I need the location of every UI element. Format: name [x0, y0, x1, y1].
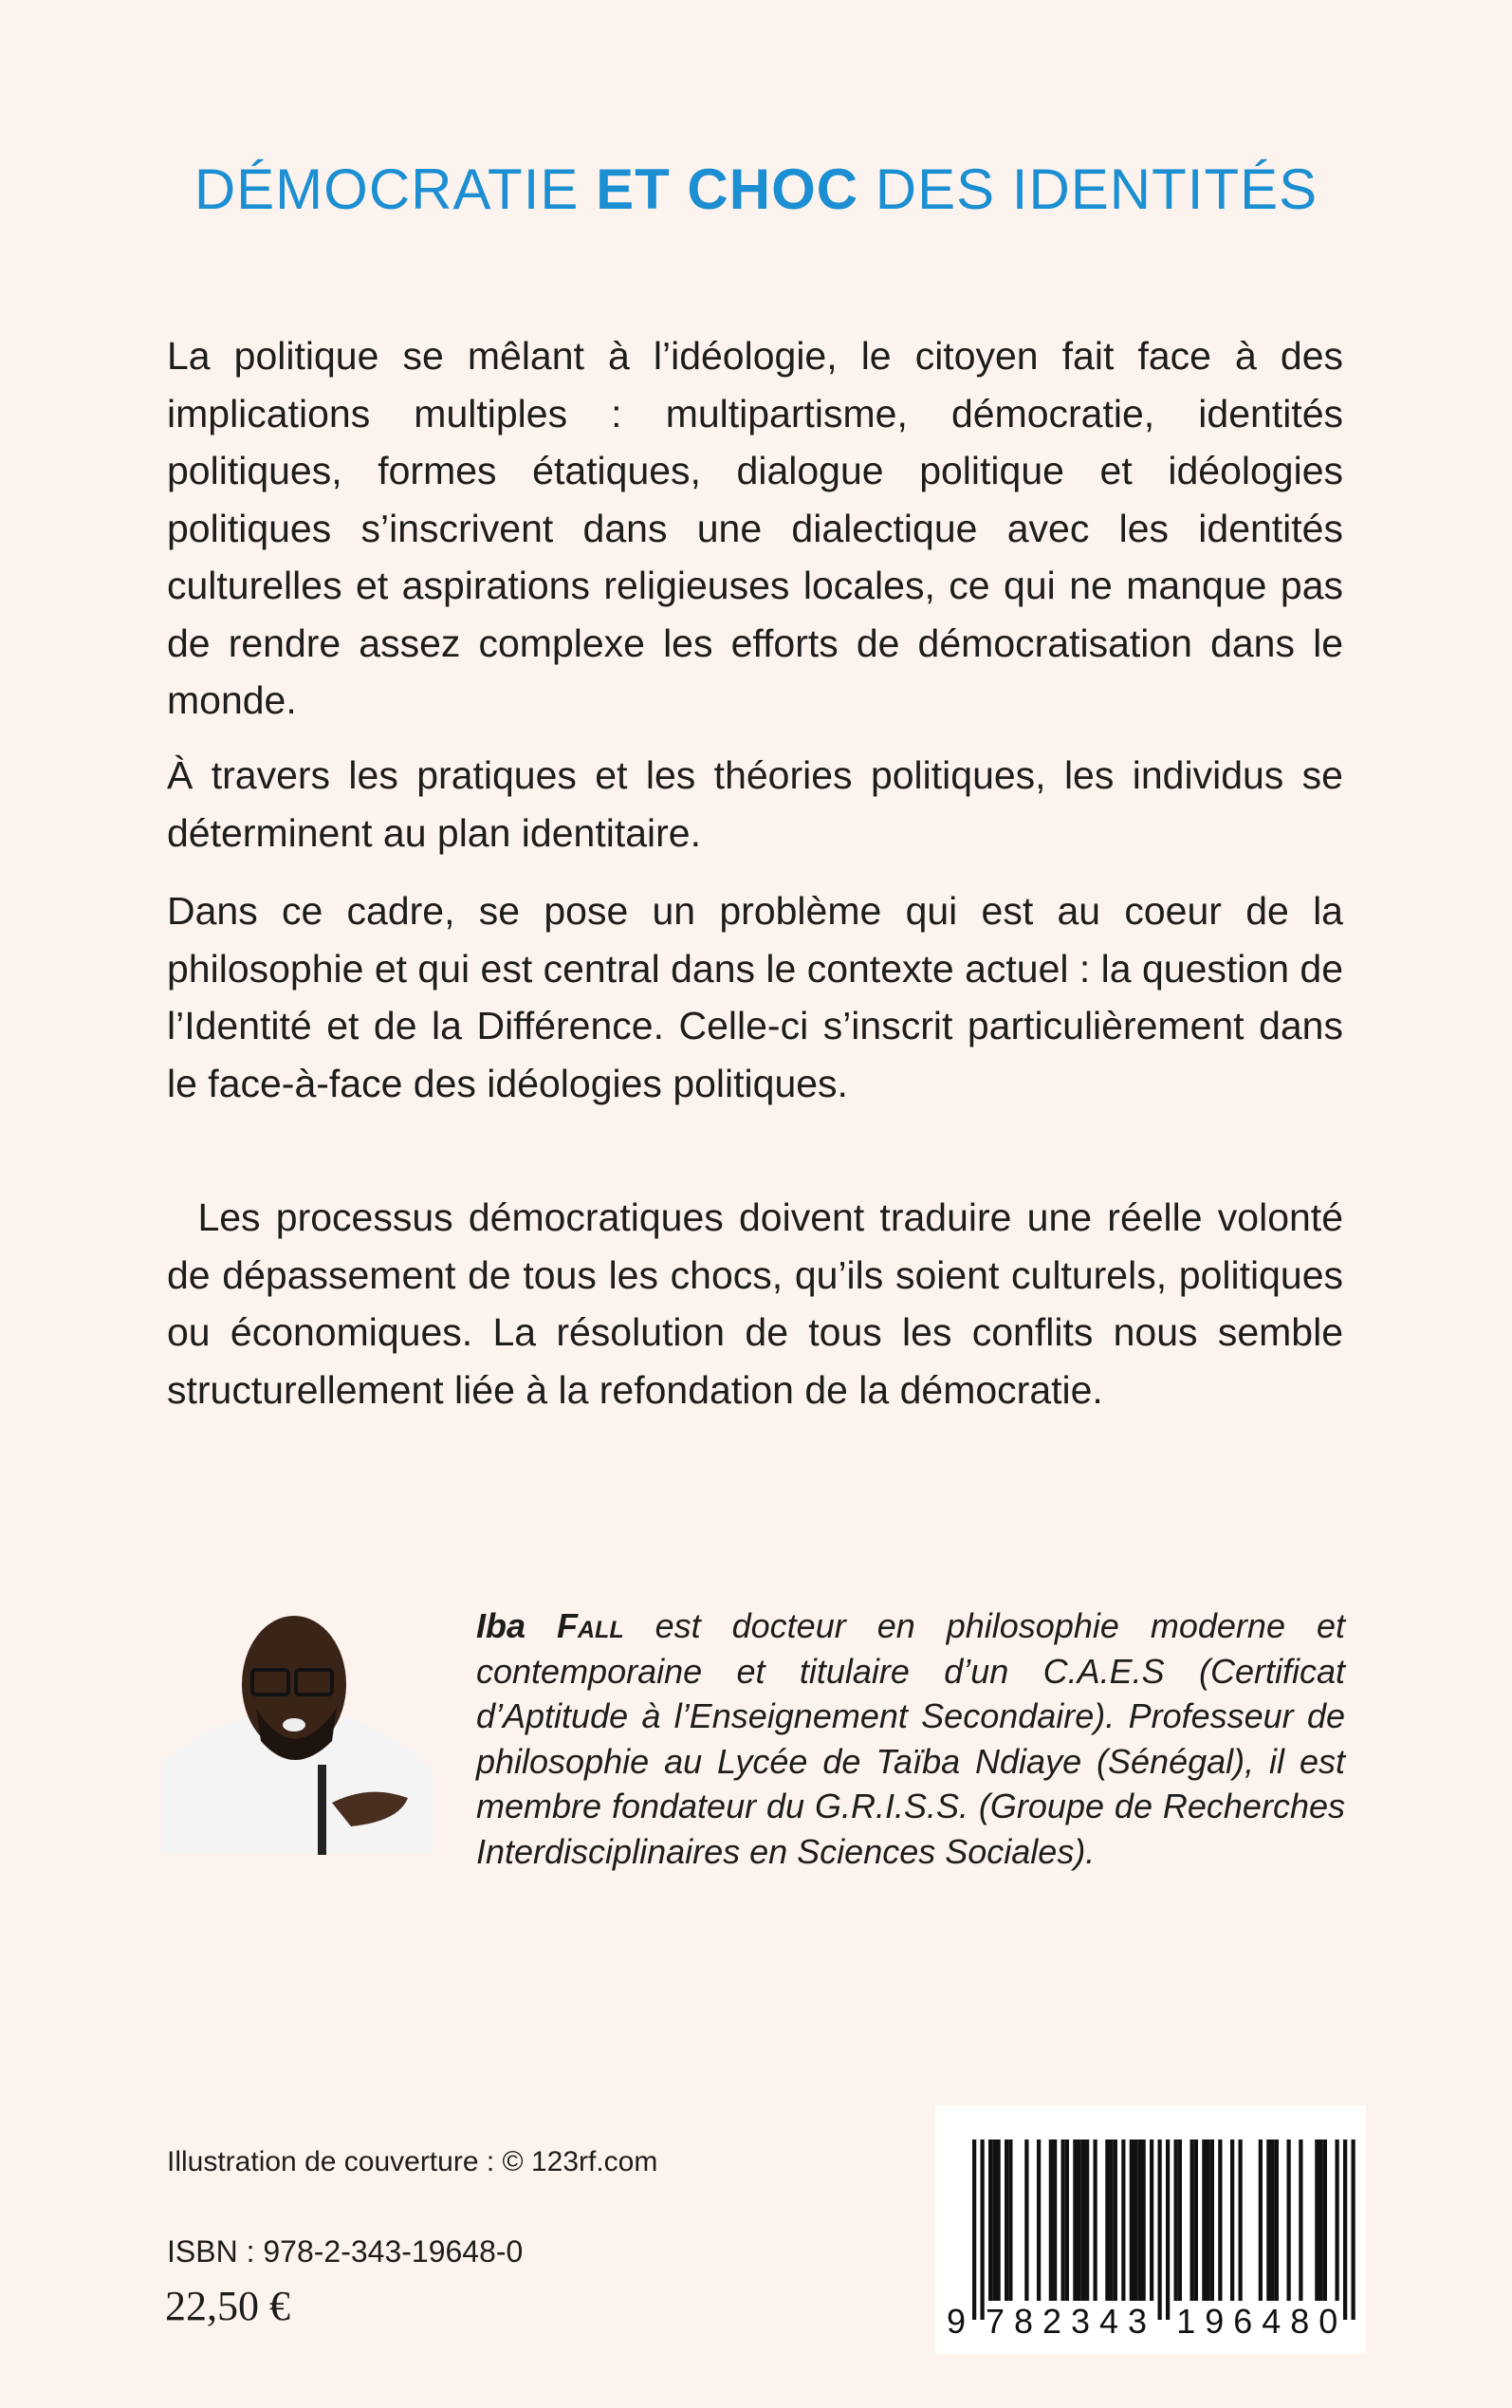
barcode-bar — [1005, 2139, 1008, 2301]
summary-paragraph-1: La politique se mêlant à l’idéologie, le citoyen fait face à des implications multiples : multipartisme, démocratie, identités politiques, formes étatiques, dialogue politique et idéologies politiques s’inscrivent dans une dialectique avec les identités culturelles et aspirations religieuses locales, ce qui ne manque pas de rendre assez complexe les efforts de démocratisation dans le monde. — [167, 334, 1343, 722]
barcode-bar — [1259, 2139, 1263, 2301]
author-first-name: Iba — [476, 1606, 526, 1645]
barcode-bar — [997, 2139, 1001, 2301]
title-part-1: DÉMOCRATIE — [194, 157, 597, 221]
barcode-bar — [1315, 2139, 1318, 2301]
author-photo — [161, 1613, 433, 1855]
barcode-bar — [1210, 2139, 1214, 2301]
barcode — [935, 2105, 1366, 2354]
barcode-bar — [1207, 2139, 1210, 2301]
barcode-bar — [1130, 2139, 1134, 2301]
barcode-bar — [1150, 2139, 1153, 2301]
barcode-bar — [1024, 2139, 1028, 2301]
barcode-digits: 782343 — [986, 2302, 1147, 2341]
barcode-bar — [1094, 2139, 1097, 2301]
barcode-bar — [1194, 2139, 1198, 2301]
barcode-bar — [1037, 2139, 1041, 2301]
barcode-bar — [1202, 2139, 1206, 2301]
price: 22,50 € — [165, 2283, 290, 2329]
barcode-bar — [1142, 2139, 1146, 2301]
barcode-bar — [1134, 2139, 1137, 2301]
barcode-bar — [1287, 2139, 1291, 2301]
barcode-bar — [1343, 2139, 1347, 2320]
barcode-bar — [1218, 2139, 1222, 2301]
barcode-bar — [1110, 2139, 1114, 2301]
barcode-bar — [1053, 2139, 1057, 2301]
summary-paragraph-2: À travers les pratiques et les théories politiques, les individus se déterminent au plan identitaire. — [167, 753, 1343, 855]
barcode-bar — [1299, 2139, 1302, 2301]
summary-paragraph-4: Les processus démocratiques doivent traduire une réelle volonté de dépassement de tous les chocs, qu’ils soient culturels, politiques ou économiques. La résolution de tous les conflits nous semble structurellement liée à la refondation de la démocratie. — [167, 1195, 1343, 1412]
book-title — [0, 157, 1512, 222]
barcode-bar — [1049, 2139, 1053, 2301]
barcode-bar — [1085, 2139, 1089, 2301]
barcode-bar — [1065, 2139, 1069, 2301]
barcode-bar — [981, 2139, 985, 2320]
barcode-bar — [1121, 2139, 1125, 2301]
summary-paragraph-3: Dans ce cadre, se pose un problème qui est au coeur de la philosophie et qui est central dans le contexte actuel : la question de l’Identité et de la Différence. Celle-ci s’inscrit particulièrement dans le face-à-face des idéologies politiques. — [167, 889, 1343, 1105]
barcode-bar — [1323, 2139, 1327, 2301]
barcode-bar — [1008, 2139, 1012, 2301]
barcode-bar — [1178, 2139, 1182, 2301]
barcode-bar — [1078, 2139, 1081, 2301]
barcode-bar — [1275, 2139, 1279, 2301]
barcode-bar — [1352, 2139, 1355, 2320]
title-part-3: DES IDENTITÉS — [858, 157, 1318, 221]
title-part-2-bold: ET CHOC — [596, 157, 859, 221]
author-last-name: Fall — [557, 1606, 624, 1645]
barcode-bar — [1336, 2139, 1339, 2301]
barcode-bar — [1174, 2139, 1178, 2301]
barcode-bar — [1073, 2139, 1077, 2301]
barcode-bar — [1190, 2139, 1194, 2301]
illustration-credit: Illustration de couverture : © 123rf.com — [167, 2146, 658, 2177]
barcode-bar — [1166, 2139, 1170, 2320]
barcode-bar — [992, 2139, 996, 2301]
barcode-bar — [972, 2139, 976, 2320]
barcode-bar — [1061, 2139, 1065, 2301]
barcode-digits: 196480 — [1176, 2302, 1338, 2341]
barcode-bar — [1081, 2139, 1085, 2301]
barcode-bar — [1158, 2139, 1162, 2320]
barcode-bar — [988, 2139, 992, 2301]
barcode-bar — [1114, 2139, 1117, 2301]
author-bio — [476, 1603, 1345, 1874]
barcode-bar — [1266, 2139, 1270, 2301]
isbn: ISBN : 978-2-343-19648-0 — [167, 2234, 524, 2269]
barcode-bars — [935, 2105, 1366, 2354]
barcode-bar — [1271, 2139, 1275, 2301]
barcode-bar — [1239, 2139, 1243, 2301]
barcode-digits: 9 — [947, 2302, 967, 2341]
barcode-bar — [1319, 2139, 1323, 2301]
barcode-bar — [1105, 2139, 1109, 2301]
author-bio-text: est docteur en philosophie moderne et contemporaine et titulaire d’un C.A.E.S (Certificat d’Aptitude à l’Enseignement Secondaire). Professeur de philosophie au Lycée de Taïba Ndiaye (Sénégal), il est membre fondateur du G.R.I.S.S. (Groupe de Recherches Interdisciplinaires en Sciences Sociales). — [476, 1606, 1345, 1871]
barcode-bar — [1230, 2139, 1234, 2301]
barcode-bar — [1137, 2139, 1141, 2301]
